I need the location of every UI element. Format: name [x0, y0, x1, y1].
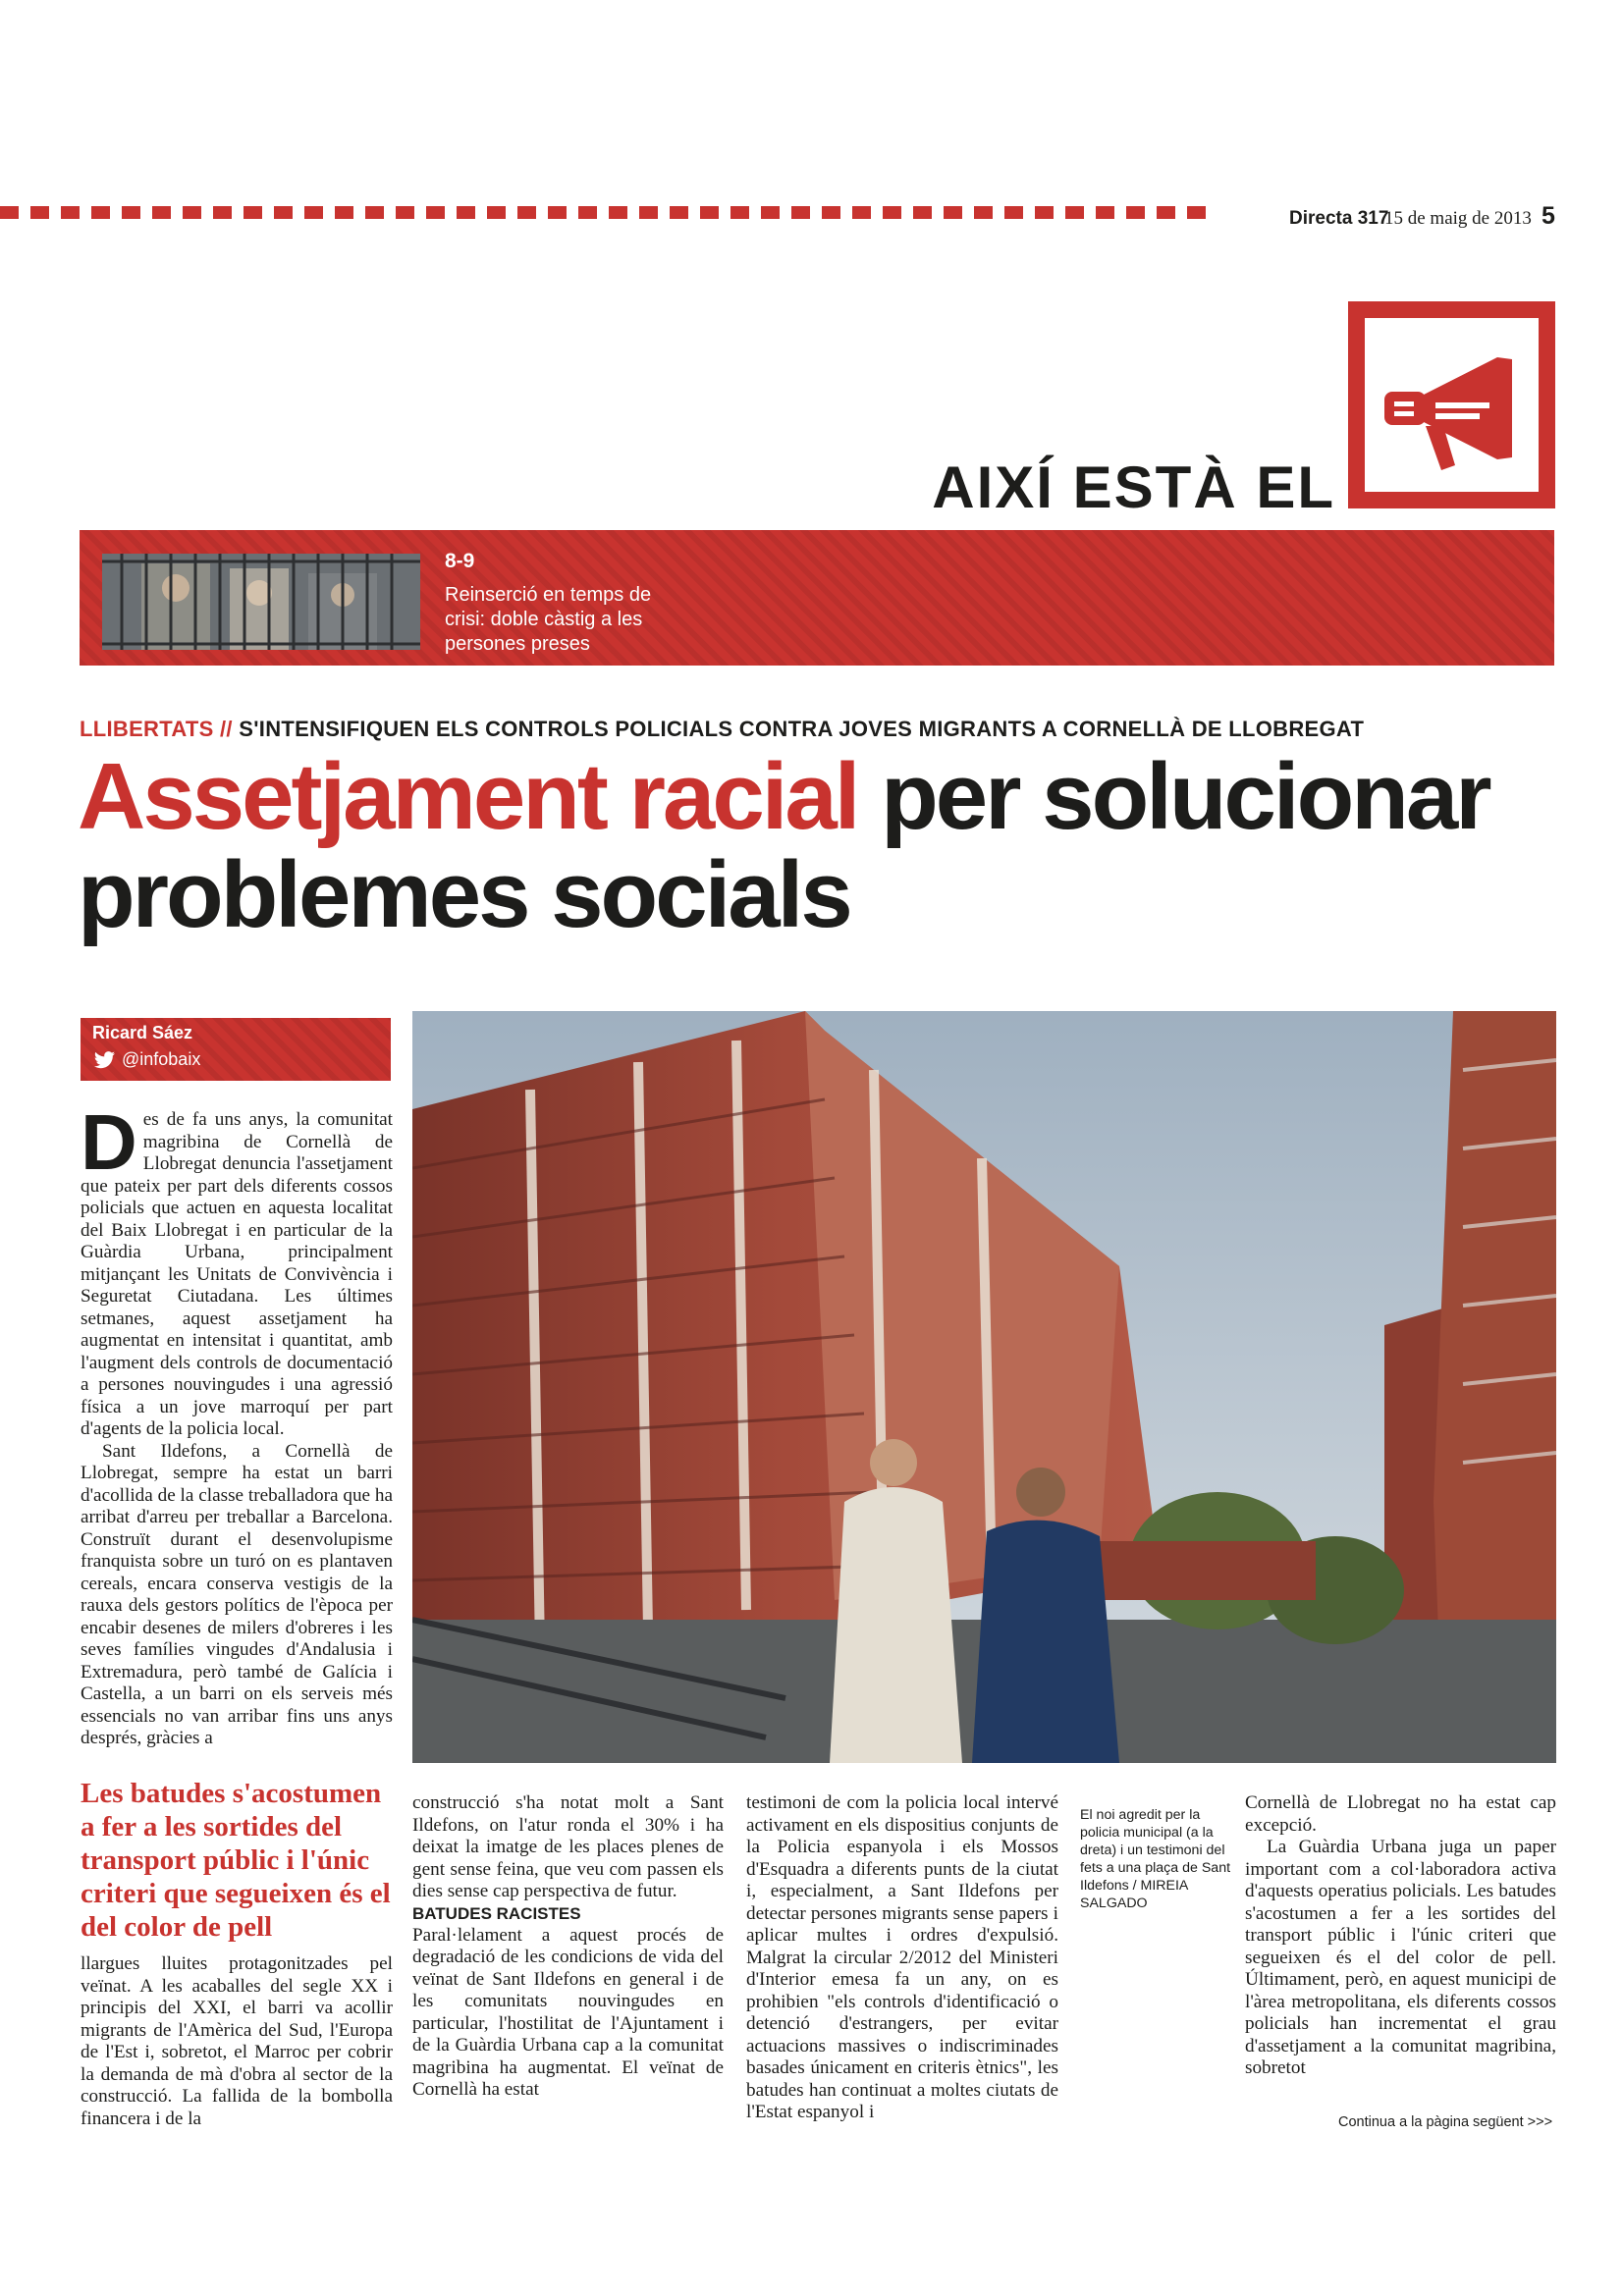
- rule-dash: [852, 206, 871, 219]
- rule-dash: [1035, 206, 1054, 219]
- rule-dash: [213, 206, 232, 219]
- rule-dash: [487, 206, 506, 219]
- rule-dash: [61, 206, 80, 219]
- rule-dash: [183, 206, 201, 219]
- rule-dash: [1065, 206, 1084, 219]
- article-kicker: [80, 717, 1364, 742]
- rule-dash: [0, 206, 19, 219]
- rule-dash: [30, 206, 49, 219]
- paragraph-6: testimoni de com la policia local intervé activament en els dispositius conjunts de la Policia espanyola i els Mossos d'Esquadra a diferents punts de la ciutat i, especialment, a Sant Ildefons per detectar persones migrants sense papers i aplicar multes i ordres d'expulsió. Malgrat la circular 2/2012 del Ministeri d'Interior emesa fa un any, on es prohibien "els controls d'identificació o detenció d'estrangers, per evitar actuacions massives o indiscriminades basades únicament en criteris ètnics", les batudes han continuat a moltes ciutats de l'Estat espanyol i: [746, 1792, 1058, 2122]
- article-photo: [412, 1011, 1556, 1763]
- paragraph-2: Sant Ildefons, a Cornellà de Llobregat, sempre ha estat un barri d'acollida de la classe treballadora que ha arribat d'arreu per treballar a Barcelona. Construït durant el desenvolupisme franquista sobre un turó on es plantaven cereals, encara conserva vestigis de la rauxa dels gestors polítics de l'època per encabir desenes de milers d'obreres i les seves famílies vingudes d'Andalusia i Extremadura, però també de Galícia i Castella, a un barri on els serveis més essencials no van arribar fins uns anys després, gràcies a: [81, 1440, 393, 1748]
- rule-dash: [822, 206, 840, 219]
- twitter-handle[interactable]: @infobaix: [122, 1049, 201, 1069]
- rule-dash: [883, 206, 901, 219]
- rule-dash: [335, 206, 353, 219]
- rule-dash: [974, 206, 993, 219]
- paragraph-5: Paral·lelament a aquest procés de degradació de les condicions de vida del veïnat de Sant Ildefons en general i de les comunitats nouvingudes en particular, l'hostilitat de l'Ajuntament i de la Guàrdia Urbana cap a la comunitat magribina ha augmentat. El veïnat de Cornellà ha estat: [412, 1924, 724, 2100]
- rule-dash: [396, 206, 414, 219]
- rule-dash: [548, 206, 567, 219]
- rule-dash: [1004, 206, 1023, 219]
- rule-dash: [426, 206, 445, 219]
- subhead: BATUDES RACISTES: [412, 1903, 581, 1923]
- paragraph-1: es de fa uns anys, la comunitat magribina de Cornellà de Llobregat denuncia l'assetjament que pateix per part dels diferents cossos policials que actuen en aquesta localitat del Baix Llobregat i en particular de la Guàrdia Urbana, principalment mitjançant les Unitats de Convivència i Seguretat Ciutadana. Les últimes setmanes, aquest assetjament ha augmentat en intensitat i quantitat, amb l'augment dels controls de documentació a persones nouvingudes i una agressió física a un jove marroquí per part d'agents de la policia local.: [81, 1109, 393, 1439]
- rule-dash: [243, 206, 262, 219]
- drop-cap: D: [81, 1098, 137, 1186]
- rule-dash: [517, 206, 536, 219]
- teaser-text: Reinserció en temps de crisi: doble càstig a les persones preses: [445, 584, 652, 655]
- continued-link[interactable]: Continua a la pàgina següent >>>: [1338, 2114, 1553, 2130]
- column-1: [81, 1098, 393, 1752]
- kicker-text: S'INTENSIFIQUEN ELS CONTROLS POLICIALS CONTRA JOVES MIGRANTS A CORNELLÀ DE LLOBREGAT: [232, 717, 1365, 741]
- rule-dash: [913, 206, 932, 219]
- page-number: 5: [1542, 202, 1555, 230]
- column-2: [412, 1792, 724, 2102]
- rule-dash: [1126, 206, 1145, 219]
- rule-dash: [578, 206, 597, 219]
- rule-dash: [944, 206, 962, 219]
- rule-dash: [1157, 206, 1175, 219]
- rule-dash: [791, 206, 810, 219]
- column-4: [1245, 1792, 1556, 2080]
- rule-dash: [274, 206, 293, 219]
- rule-dash: [761, 206, 780, 219]
- rule-dash: [152, 206, 171, 219]
- rule-dash: [304, 206, 323, 219]
- photo-caption: El noi agredit per la policia municipal (a la dreta) i un testimoni del fets a una plaça de Sant Ildefons / MIREIA SALGADO: [1080, 1807, 1231, 1911]
- paragraph-4: construcció s'ha notat molt a Sant Ildefons, on l'atur ronda el 30% i ha deixat la imatge de les places plenes de gent sense feina, que veu com passen els dies sense cap perspectiva de futur.: [412, 1792, 724, 1901]
- paragraph-7: Cornellà de Llobregat no ha estat cap excepció.: [1245, 1792, 1556, 1836]
- teaser-pages: 8-9: [445, 550, 475, 572]
- category-label: LLIBERTATS //: [80, 717, 233, 741]
- issue-date: 15 de maig de 2013: [1384, 208, 1532, 229]
- column-3: [746, 1792, 1058, 2124]
- rule-dash: [457, 206, 475, 219]
- rule-dash: [1187, 206, 1206, 219]
- megaphone-icon: [1365, 318, 1539, 492]
- rule-dash: [639, 206, 658, 219]
- author-name: Ricard Sáez: [92, 1023, 193, 1042]
- section-logo: [1348, 301, 1555, 508]
- column-1-bottom: [81, 1953, 393, 2130]
- pull-quote: Les batudes s'acostumen a fer a les sortides del transport públic i l'únic criteri que segueixen és el del color de pell: [81, 1778, 391, 1943]
- rule-dash: [670, 206, 688, 219]
- rule-dash: [700, 206, 719, 219]
- rule-dash: [1096, 206, 1114, 219]
- rule-dash: [609, 206, 627, 219]
- rule-dash: [365, 206, 384, 219]
- rule-dash: [730, 206, 749, 219]
- paragraph-8: La Guàrdia Urbana juga un paper important com a col·laboradora activa d'aquests operatius policials. Les batudes s'acostumen a fer a les sortides del transport públic i l'únic criteri que segueixen és el del color de pell. Últimament, però, en aquest municipi de l'àrea metropolitana, els diferents cossos policials han incrementat el grau d'assetjament a la comunitat magribina, sobretot: [1245, 1837, 1556, 2078]
- headline-red: Assetjament racial: [78, 744, 858, 849]
- header-dashed-rule: [0, 206, 1227, 219]
- rule-dash: [91, 206, 110, 219]
- publication-name: Directa 317: [1289, 208, 1389, 229]
- paragraph-3: llargues lluites protagonitzades pel veïnat. A les acaballes del segle XX i principis del XXI, el barri va acollir migrants de l'Amèrica del Sud, l'Europa de l'Est i, sobretot, el Marroc per cobrir la demanda de mà d'obra al sector de la construcció. La fallida de la bombolla financera i de la: [81, 1953, 393, 2129]
- headline-black: per solucionar problemes socials: [78, 744, 1489, 947]
- teaser-photo: [102, 554, 420, 650]
- section-title: AIXÍ ESTÀ EL: [932, 454, 1335, 520]
- headline: [78, 744, 1570, 947]
- twitter-icon: [94, 1051, 116, 1069]
- rule-dash: [122, 206, 140, 219]
